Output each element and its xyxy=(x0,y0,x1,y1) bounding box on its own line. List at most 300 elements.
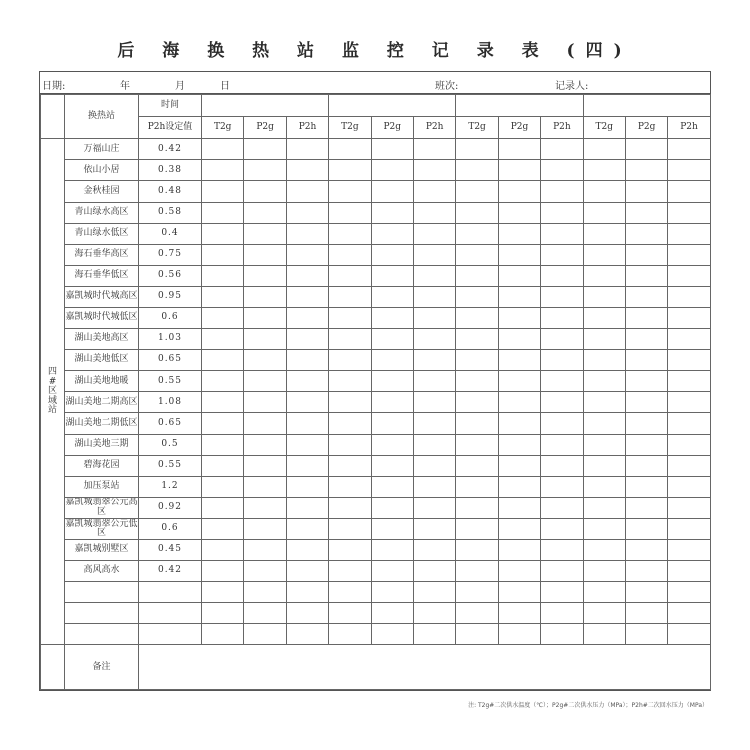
reading-cell-p2g[interactable] xyxy=(371,265,413,286)
reading-cell-p2g[interactable] xyxy=(244,329,286,350)
reading-cell-p2g[interactable] xyxy=(244,603,286,624)
reading-cell-p2h[interactable] xyxy=(668,139,710,160)
reading-cell-p2g[interactable] xyxy=(371,434,413,455)
reading-cell-p2h[interactable] xyxy=(668,603,710,624)
reading-cell-p2g[interactable] xyxy=(244,350,286,371)
reading-cell-t2g[interactable] xyxy=(456,244,498,265)
reading-cell-p2g[interactable] xyxy=(498,497,540,518)
reading-cell-t2g[interactable] xyxy=(329,455,371,476)
reading-cell-p2g[interactable] xyxy=(244,561,286,582)
reading-cell-p2g[interactable] xyxy=(371,582,413,603)
reading-cell-p2g[interactable] xyxy=(244,160,286,181)
reading-cell-t2g[interactable] xyxy=(329,223,371,244)
station-name: 湖山美地高区 xyxy=(65,329,139,350)
reading-cell-t2g[interactable] xyxy=(329,582,371,603)
reading-cell-p2h[interactable] xyxy=(413,371,455,392)
reading-cell-p2h[interactable] xyxy=(668,181,710,202)
reading-cell-p2h[interactable] xyxy=(668,413,710,434)
reading-cell-p2h[interactable] xyxy=(541,202,583,223)
reading-cell-p2h[interactable] xyxy=(413,286,455,307)
reading-cell-p2h[interactable] xyxy=(413,497,455,518)
reading-cell-p2g[interactable] xyxy=(625,223,667,244)
reading-cell-t2g[interactable] xyxy=(202,392,244,413)
reading-cell-p2h[interactable] xyxy=(413,518,455,539)
reading-cell-p2g[interactable] xyxy=(371,307,413,328)
reading-cell-t2g[interactable] xyxy=(202,265,244,286)
reading-cell-p2g[interactable] xyxy=(244,624,286,645)
reading-cell-t2g[interactable] xyxy=(456,603,498,624)
reading-cell-t2g[interactable] xyxy=(456,624,498,645)
reading-cell-p2h[interactable] xyxy=(541,624,583,645)
reading-cell-p2h[interactable] xyxy=(541,413,583,434)
reading-cell-p2g[interactable] xyxy=(371,286,413,307)
reading-cell-p2h[interactable] xyxy=(286,476,328,497)
reading-cell-p2h[interactable] xyxy=(286,350,328,371)
reading-cell-t2g[interactable] xyxy=(202,223,244,244)
reading-cell-t2g[interactable] xyxy=(456,561,498,582)
reading-cell-p2g[interactable] xyxy=(625,202,667,223)
reading-cell-p2h[interactable] xyxy=(286,244,328,265)
reading-cell-p2h[interactable] xyxy=(541,561,583,582)
reading-cell-p2g[interactable] xyxy=(371,244,413,265)
reading-cell-p2g[interactable] xyxy=(371,350,413,371)
reading-cell-t2g[interactable] xyxy=(202,624,244,645)
reading-cell-t2g[interactable] xyxy=(583,392,625,413)
reading-cell-p2g[interactable] xyxy=(371,518,413,539)
reading-cell-p2g[interactable] xyxy=(498,202,540,223)
reading-cell-p2g[interactable] xyxy=(244,497,286,518)
reading-cell-p2h[interactable] xyxy=(668,434,710,455)
reading-cell-p2g[interactable] xyxy=(625,392,667,413)
reading-cell-p2g[interactable] xyxy=(244,223,286,244)
reading-cell-p2g[interactable] xyxy=(371,497,413,518)
reading-cell-t2g[interactable] xyxy=(329,434,371,455)
reading-cell-t2g[interactable] xyxy=(456,307,498,328)
reading-cell-t2g[interactable] xyxy=(583,434,625,455)
reading-cell-p2h[interactable] xyxy=(413,476,455,497)
reading-cell-p2h[interactable] xyxy=(541,582,583,603)
reading-cell-t2g[interactable] xyxy=(583,223,625,244)
reading-cell-p2g[interactable] xyxy=(498,624,540,645)
reading-cell-p2h[interactable] xyxy=(668,286,710,307)
reading-cell-t2g[interactable] xyxy=(583,371,625,392)
reading-cell-p2g[interactable] xyxy=(498,329,540,350)
reading-cell-p2g[interactable] xyxy=(625,371,667,392)
reading-cell-p2g[interactable] xyxy=(371,223,413,244)
reading-cell-t2g[interactable] xyxy=(202,181,244,202)
reading-cell-t2g[interactable] xyxy=(202,582,244,603)
reading-cell-t2g[interactable] xyxy=(329,603,371,624)
reading-cell-t2g[interactable] xyxy=(583,265,625,286)
reading-cell-p2h[interactable] xyxy=(541,265,583,286)
reading-cell-p2g[interactable] xyxy=(625,540,667,561)
reading-cell-p2h[interactable] xyxy=(413,561,455,582)
reading-cell-t2g[interactable] xyxy=(583,455,625,476)
reading-cell-p2h[interactable] xyxy=(413,455,455,476)
reading-cell-t2g[interactable] xyxy=(329,624,371,645)
reading-cell-t2g[interactable] xyxy=(202,476,244,497)
reading-cell-p2h[interactable] xyxy=(286,434,328,455)
reading-cell-p2g[interactable] xyxy=(371,160,413,181)
reading-cell-p2h[interactable] xyxy=(286,561,328,582)
reading-cell-p2h[interactable] xyxy=(668,561,710,582)
reading-cell-p2g[interactable] xyxy=(371,561,413,582)
reading-cell-t2g[interactable] xyxy=(456,582,498,603)
reading-cell-t2g[interactable] xyxy=(583,202,625,223)
reading-cell-p2g[interactable] xyxy=(625,244,667,265)
reading-cell-p2g[interactable] xyxy=(625,265,667,286)
reading-cell-p2h[interactable] xyxy=(413,540,455,561)
reading-cell-t2g[interactable] xyxy=(329,371,371,392)
reading-cell-p2h[interactable] xyxy=(541,455,583,476)
reading-cell-t2g[interactable] xyxy=(202,244,244,265)
reading-cell-p2g[interactable] xyxy=(371,139,413,160)
time-entry-cell[interactable] xyxy=(583,95,710,117)
reading-cell-t2g[interactable] xyxy=(329,307,371,328)
reading-cell-t2g[interactable] xyxy=(583,307,625,328)
remarks-field[interactable] xyxy=(139,645,711,690)
reading-cell-p2g[interactable] xyxy=(371,476,413,497)
reading-cell-p2h[interactable] xyxy=(286,413,328,434)
reading-cell-t2g[interactable] xyxy=(583,497,625,518)
reading-cell-t2g[interactable] xyxy=(456,350,498,371)
reading-cell-p2g[interactable] xyxy=(625,139,667,160)
reading-cell-t2g[interactable] xyxy=(456,540,498,561)
reading-cell-p2g[interactable] xyxy=(625,455,667,476)
reading-cell-p2g[interactable] xyxy=(498,160,540,181)
reading-cell-p2h[interactable] xyxy=(413,307,455,328)
reading-cell-t2g[interactable] xyxy=(329,476,371,497)
reading-cell-p2g[interactable] xyxy=(244,307,286,328)
reading-cell-t2g[interactable] xyxy=(456,223,498,244)
reading-cell-t2g[interactable] xyxy=(202,413,244,434)
column-header-t2g: T2g xyxy=(456,117,498,139)
reading-cell-t2g[interactable] xyxy=(456,286,498,307)
reading-cell-p2g[interactable] xyxy=(625,181,667,202)
reading-cell-p2g[interactable] xyxy=(244,181,286,202)
reading-cell-t2g[interactable] xyxy=(329,202,371,223)
reading-cell-p2h[interactable] xyxy=(668,624,710,645)
reading-cell-p2h[interactable] xyxy=(413,329,455,350)
reading-cell-t2g[interactable] xyxy=(583,603,625,624)
reading-cell-p2h[interactable] xyxy=(668,244,710,265)
reading-cell-p2h[interactable] xyxy=(413,202,455,223)
reading-cell-p2h[interactable] xyxy=(668,371,710,392)
reading-cell-t2g[interactable] xyxy=(329,350,371,371)
reading-cell-t2g[interactable] xyxy=(583,540,625,561)
reading-cell-p2h[interactable] xyxy=(286,139,328,160)
reading-cell-p2h[interactable] xyxy=(541,181,583,202)
reading-cell-p2g[interactable] xyxy=(244,476,286,497)
reading-cell-t2g[interactable] xyxy=(456,265,498,286)
reading-cell-p2h[interactable] xyxy=(286,265,328,286)
reading-cell-t2g[interactable] xyxy=(583,624,625,645)
reading-cell-p2g[interactable] xyxy=(498,286,540,307)
reading-cell-t2g[interactable] xyxy=(456,202,498,223)
reading-cell-p2g[interactable] xyxy=(625,603,667,624)
reading-cell-p2h[interactable] xyxy=(668,329,710,350)
reading-cell-p2h[interactable] xyxy=(413,244,455,265)
reading-cell-p2h[interactable] xyxy=(541,392,583,413)
reading-cell-t2g[interactable] xyxy=(583,244,625,265)
reading-cell-p2h[interactable] xyxy=(413,392,455,413)
reading-cell-p2h[interactable] xyxy=(286,223,328,244)
reading-cell-p2h[interactable] xyxy=(286,497,328,518)
reading-cell-p2g[interactable] xyxy=(371,202,413,223)
reading-cell-t2g[interactable] xyxy=(202,455,244,476)
reading-cell-t2g[interactable] xyxy=(329,139,371,160)
reading-cell-t2g[interactable] xyxy=(202,202,244,223)
reading-cell-p2g[interactable] xyxy=(625,307,667,328)
setpoint-value: 0.42 xyxy=(139,139,202,160)
reading-cell-p2h[interactable] xyxy=(286,181,328,202)
reading-cell-t2g[interactable] xyxy=(329,244,371,265)
reading-cell-p2g[interactable] xyxy=(244,434,286,455)
time-entry-cell[interactable] xyxy=(329,95,456,117)
reading-cell-p2g[interactable] xyxy=(625,160,667,181)
reading-cell-p2g[interactable] xyxy=(371,371,413,392)
reading-cell-p2h[interactable] xyxy=(286,329,328,350)
reading-cell-p2g[interactable] xyxy=(371,181,413,202)
reading-cell-t2g[interactable] xyxy=(583,139,625,160)
reading-cell-p2h[interactable] xyxy=(286,582,328,603)
reading-cell-p2g[interactable] xyxy=(625,476,667,497)
reading-cell-t2g[interactable] xyxy=(456,497,498,518)
reading-cell-t2g[interactable] xyxy=(329,497,371,518)
reading-cell-t2g[interactable] xyxy=(583,561,625,582)
reading-cell-p2h[interactable] xyxy=(413,434,455,455)
reading-cell-p2g[interactable] xyxy=(498,476,540,497)
reading-cell-p2g[interactable] xyxy=(498,561,540,582)
reading-cell-p2g[interactable] xyxy=(371,392,413,413)
reading-cell-p2g[interactable] xyxy=(498,265,540,286)
reading-cell-t2g[interactable] xyxy=(329,329,371,350)
reading-cell-p2h[interactable] xyxy=(286,518,328,539)
reading-cell-t2g[interactable] xyxy=(329,286,371,307)
reading-cell-t2g[interactable] xyxy=(202,286,244,307)
reading-cell-t2g[interactable] xyxy=(456,434,498,455)
reading-cell-t2g[interactable] xyxy=(329,561,371,582)
reading-cell-p2g[interactable] xyxy=(244,286,286,307)
reading-cell-p2h[interactable] xyxy=(541,434,583,455)
reading-cell-t2g[interactable] xyxy=(583,329,625,350)
reading-cell-p2h[interactable] xyxy=(286,455,328,476)
reading-cell-p2h[interactable] xyxy=(668,518,710,539)
reading-cell-p2h[interactable] xyxy=(286,540,328,561)
reading-cell-t2g[interactable] xyxy=(329,518,371,539)
reading-cell-p2h[interactable] xyxy=(541,540,583,561)
reading-cell-p2g[interactable] xyxy=(371,540,413,561)
reading-cell-p2h[interactable] xyxy=(541,371,583,392)
reading-cell-t2g[interactable] xyxy=(329,181,371,202)
reading-cell-t2g[interactable] xyxy=(456,413,498,434)
reading-cell-p2h[interactable] xyxy=(541,518,583,539)
reading-cell-p2g[interactable] xyxy=(625,434,667,455)
reading-cell-p2h[interactable] xyxy=(541,350,583,371)
reading-cell-p2h[interactable] xyxy=(541,603,583,624)
reading-cell-p2h[interactable] xyxy=(286,307,328,328)
reading-cell-p2h[interactable] xyxy=(286,160,328,181)
reading-cell-p2h[interactable] xyxy=(413,139,455,160)
reading-cell-t2g[interactable] xyxy=(456,139,498,160)
reading-cell-t2g[interactable] xyxy=(456,181,498,202)
reading-cell-p2h[interactable] xyxy=(668,540,710,561)
time-entry-cell[interactable] xyxy=(456,95,583,117)
reading-cell-p2h[interactable] xyxy=(413,223,455,244)
reading-cell-p2h[interactable] xyxy=(668,392,710,413)
reading-cell-t2g[interactable] xyxy=(456,455,498,476)
reading-cell-p2g[interactable] xyxy=(244,540,286,561)
reading-cell-t2g[interactable] xyxy=(456,329,498,350)
reading-cell-p2h[interactable] xyxy=(668,476,710,497)
reading-cell-p2g[interactable] xyxy=(498,307,540,328)
reading-cell-t2g[interactable] xyxy=(329,540,371,561)
reading-cell-t2g[interactable] xyxy=(202,518,244,539)
reading-cell-p2h[interactable] xyxy=(668,497,710,518)
reading-cell-p2g[interactable] xyxy=(244,371,286,392)
reading-cell-p2g[interactable] xyxy=(498,244,540,265)
reading-cell-t2g[interactable] xyxy=(583,413,625,434)
column-header-p2h: P2h xyxy=(286,117,328,139)
reading-cell-p2h[interactable] xyxy=(668,350,710,371)
reading-cell-p2g[interactable] xyxy=(244,413,286,434)
reading-cell-t2g[interactable] xyxy=(202,350,244,371)
reading-cell-p2h[interactable] xyxy=(286,286,328,307)
region-char: # xyxy=(48,376,57,387)
reading-cell-p2g[interactable] xyxy=(498,582,540,603)
reading-cell-p2h[interactable] xyxy=(541,160,583,181)
reading-cell-p2g[interactable] xyxy=(625,561,667,582)
reading-cell-p2g[interactable] xyxy=(498,223,540,244)
reading-cell-p2g[interactable] xyxy=(625,286,667,307)
reading-cell-t2g[interactable] xyxy=(456,371,498,392)
reading-cell-p2h[interactable] xyxy=(413,624,455,645)
reading-cell-t2g[interactable] xyxy=(583,518,625,539)
reading-cell-p2h[interactable] xyxy=(668,160,710,181)
reading-cell-t2g[interactable] xyxy=(202,329,244,350)
reading-cell-p2g[interactable] xyxy=(625,350,667,371)
reading-cell-t2g[interactable] xyxy=(456,160,498,181)
reading-cell-p2h[interactable] xyxy=(541,286,583,307)
reading-cell-t2g[interactable] xyxy=(456,518,498,539)
reading-cell-p2h[interactable] xyxy=(413,265,455,286)
reading-cell-p2h[interactable] xyxy=(413,350,455,371)
reading-cell-p2g[interactable] xyxy=(498,455,540,476)
reading-cell-p2g[interactable] xyxy=(498,518,540,539)
reading-cell-p2h[interactable] xyxy=(541,244,583,265)
reading-cell-t2g[interactable] xyxy=(202,160,244,181)
reading-cell-p2h[interactable] xyxy=(668,307,710,328)
reading-cell-t2g[interactable] xyxy=(202,434,244,455)
reading-cell-t2g[interactable] xyxy=(329,265,371,286)
reading-cell-t2g[interactable] xyxy=(583,582,625,603)
reading-cell-p2g[interactable] xyxy=(371,329,413,350)
reading-cell-p2g[interactable] xyxy=(244,265,286,286)
reading-cell-p2g[interactable] xyxy=(244,202,286,223)
reading-cell-p2g[interactable] xyxy=(625,497,667,518)
reading-cell-t2g[interactable] xyxy=(202,603,244,624)
reading-cell-t2g[interactable] xyxy=(583,181,625,202)
table-row xyxy=(41,307,711,328)
reading-cell-t2g[interactable] xyxy=(329,392,371,413)
reading-cell-t2g[interactable] xyxy=(583,160,625,181)
reading-cell-p2h[interactable] xyxy=(286,371,328,392)
reading-cell-p2g[interactable] xyxy=(371,413,413,434)
reading-cell-p2h[interactable] xyxy=(541,497,583,518)
reading-cell-t2g[interactable] xyxy=(456,392,498,413)
reading-cell-p2g[interactable] xyxy=(498,413,540,434)
reading-cell-p2h[interactable] xyxy=(413,413,455,434)
reading-cell-p2h[interactable] xyxy=(413,181,455,202)
reading-cell-t2g[interactable] xyxy=(456,476,498,497)
reading-cell-p2h[interactable] xyxy=(413,160,455,181)
reading-cell-p2g[interactable] xyxy=(625,518,667,539)
reading-cell-t2g[interactable] xyxy=(583,476,625,497)
reading-cell-p2g[interactable] xyxy=(244,518,286,539)
reading-cell-t2g[interactable] xyxy=(202,139,244,160)
reading-cell-p2g[interactable] xyxy=(244,582,286,603)
reading-cell-p2g[interactable] xyxy=(625,582,667,603)
reading-cell-p2h[interactable] xyxy=(541,307,583,328)
reading-cell-t2g[interactable] xyxy=(583,350,625,371)
reading-cell-p2g[interactable] xyxy=(498,540,540,561)
reading-cell-p2g[interactable] xyxy=(498,350,540,371)
reading-cell-p2h[interactable] xyxy=(413,603,455,624)
reading-cell-t2g[interactable] xyxy=(202,307,244,328)
reading-cell-p2g[interactable] xyxy=(371,603,413,624)
reading-cell-p2g[interactable] xyxy=(498,139,540,160)
reading-cell-p2g[interactable] xyxy=(498,603,540,624)
reading-cell-t2g[interactable] xyxy=(202,540,244,561)
time-entry-cell[interactable] xyxy=(202,95,329,117)
reading-cell-t2g[interactable] xyxy=(202,371,244,392)
reading-cell-p2g[interactable] xyxy=(625,624,667,645)
reading-cell-p2h[interactable] xyxy=(541,476,583,497)
reading-cell-p2g[interactable] xyxy=(371,624,413,645)
reading-cell-p2h[interactable] xyxy=(541,329,583,350)
reading-cell-p2h[interactable] xyxy=(286,202,328,223)
reading-cell-p2g[interactable] xyxy=(498,392,540,413)
reading-cell-p2h[interactable] xyxy=(668,455,710,476)
reading-cell-p2g[interactable] xyxy=(371,455,413,476)
reading-cell-p2g[interactable] xyxy=(244,455,286,476)
reading-cell-p2h[interactable] xyxy=(668,265,710,286)
reading-cell-p2h[interactable] xyxy=(668,202,710,223)
reading-cell-p2g[interactable] xyxy=(498,181,540,202)
reading-cell-t2g[interactable] xyxy=(583,286,625,307)
reading-cell-t2g[interactable] xyxy=(329,160,371,181)
remarks-spacer xyxy=(41,645,65,690)
reading-cell-p2h[interactable] xyxy=(286,392,328,413)
reading-cell-p2g[interactable] xyxy=(244,139,286,160)
reading-cell-t2g[interactable] xyxy=(329,413,371,434)
reading-cell-p2h[interactable] xyxy=(668,582,710,603)
reading-cell-p2g[interactable] xyxy=(244,244,286,265)
reading-cell-p2g[interactable] xyxy=(498,434,540,455)
reading-cell-p2h[interactable] xyxy=(286,603,328,624)
reading-cell-p2h[interactable] xyxy=(413,582,455,603)
reading-cell-p2h[interactable] xyxy=(286,624,328,645)
reading-cell-p2g[interactable] xyxy=(244,392,286,413)
reading-cell-t2g[interactable] xyxy=(202,497,244,518)
reading-cell-p2h[interactable] xyxy=(541,223,583,244)
reading-cell-p2g[interactable] xyxy=(625,413,667,434)
reading-cell-p2g[interactable] xyxy=(498,371,540,392)
reading-cell-p2h[interactable] xyxy=(541,139,583,160)
reading-cell-t2g[interactable] xyxy=(202,561,244,582)
reading-cell-p2h[interactable] xyxy=(668,223,710,244)
reading-cell-p2g[interactable] xyxy=(625,329,667,350)
